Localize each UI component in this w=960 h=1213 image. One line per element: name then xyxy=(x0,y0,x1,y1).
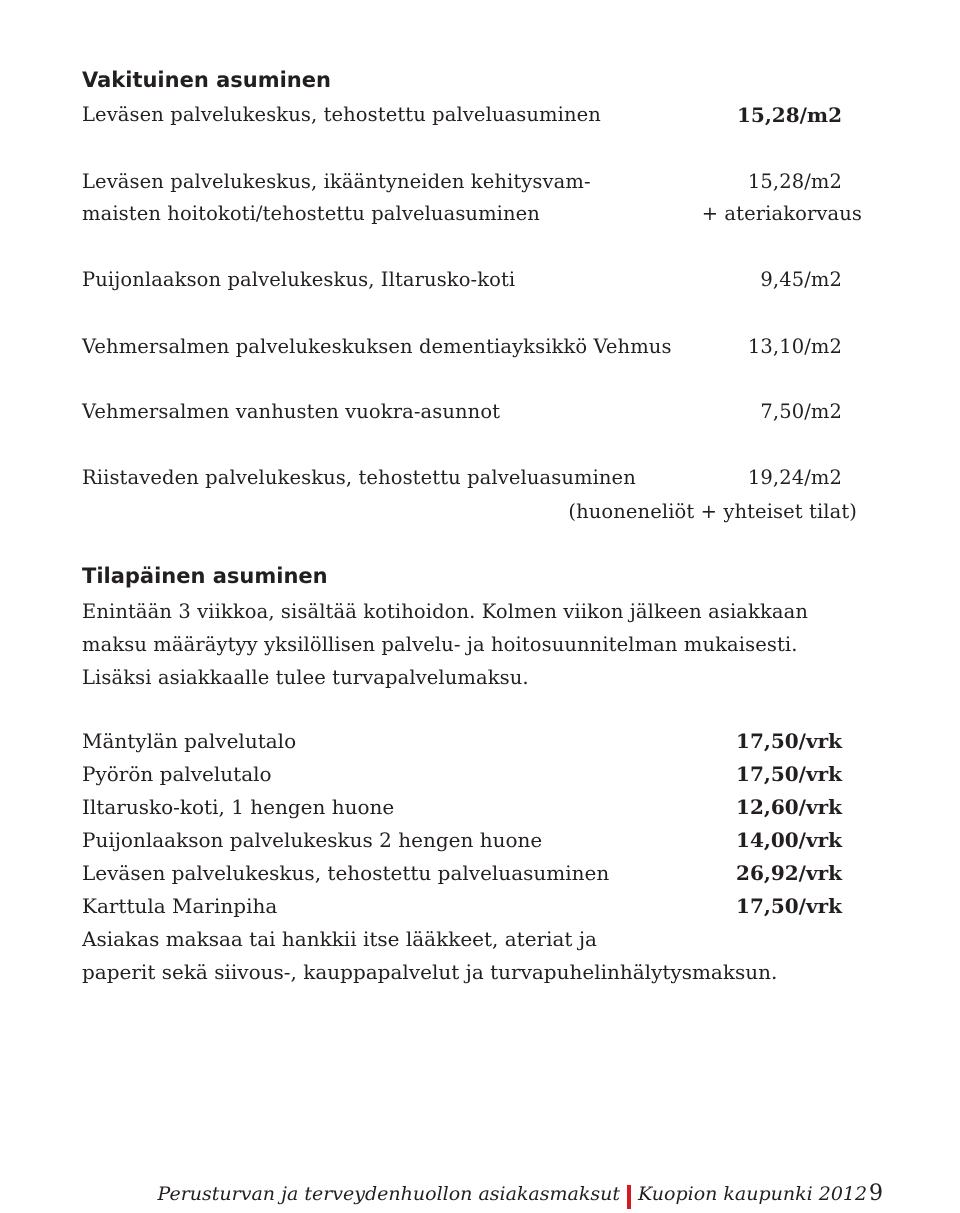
row-price: 14,00/vrk xyxy=(736,828,842,852)
row-price: 17,50/vrk xyxy=(736,762,842,786)
section-heading-tilapainen: Tilapäinen asuminen xyxy=(82,564,328,588)
row-price: 19,24/m2 xyxy=(747,466,842,489)
page-number: 9 xyxy=(869,1181,883,1206)
row-name: Puijonlaakson palvelukeskus, Iltarusko-koti xyxy=(82,268,516,291)
row-name: Iltarusko-koti, 1 hengen huone xyxy=(82,795,395,819)
note-line: paperit sekä siivous-, kauppapalvelut ja turvapuhelinhälytysmaksun. xyxy=(82,960,778,984)
section-heading-vakituinen: Vakituinen asuminen xyxy=(82,68,331,92)
row-price-note: (huoneneliöt + yhteiset tilat) xyxy=(568,500,857,523)
row-name: Riistaveden palvelukeskus, tehostettu palveluasuminen xyxy=(82,466,636,489)
row-name: Vehmersalmen vanhusten vuokra-asunnot xyxy=(82,400,501,423)
row-name-line1: Leväsen palvelukeskus, ikääntyneiden kehitysvam- xyxy=(82,170,591,193)
row-price: 13,10/m2 xyxy=(747,335,842,358)
row-name: Pyörön palvelutalo xyxy=(82,762,272,786)
row-price-note: + ateriakorvaus xyxy=(701,202,862,225)
row-name: Mäntylän palvelutalo xyxy=(82,729,297,753)
row-price: 26,92/vrk xyxy=(736,861,842,885)
intro-line: Lisäksi asiakkaalle tulee turvapalvelumaksu. xyxy=(82,666,529,689)
row-price: 12,60/vrk xyxy=(736,795,842,819)
intro-line: Enintään 3 viikkoa, sisältää kotihoidon. Kolmen viikon jälkeen asiakkaan xyxy=(82,600,808,623)
row-name: Karttula Marinpiha xyxy=(82,894,278,918)
row-price: 9,45/m2 xyxy=(760,268,842,291)
note-line: Asiakas maksaa tai hankkii itse lääkkeet, ateriat ja xyxy=(82,927,597,951)
row-name: Leväsen palvelukeskus, tehostettu palveluasuminen xyxy=(82,861,610,885)
footer-divider xyxy=(627,1185,631,1209)
row-name: Puijonlaakson palvelukeskus 2 hengen huone xyxy=(82,828,543,852)
row-price: 15,28/m2 xyxy=(736,103,842,127)
footer-publication: Perusturvan ja terveydenhuollon asiakasmaksut xyxy=(157,1183,620,1205)
row-name-line2: maisten hoitokoti/tehostettu palveluasuminen xyxy=(82,202,540,225)
row-name: Vehmersalmen palvelukeskuksen dementiayksikkö Vehmus xyxy=(82,335,672,358)
row-price: 7,50/m2 xyxy=(760,400,842,423)
intro-line: maksu määräytyy yksilöllisen palvelu- ja hoitosuunnitelman mukaisesti. xyxy=(82,633,798,656)
row-price: 15,28/m2 xyxy=(747,170,842,193)
row-name: Leväsen palvelukeskus, tehostettu palveluasuminen xyxy=(82,103,601,126)
row-price: 17,50/vrk xyxy=(736,729,842,753)
footer-publisher: Kuopion kaupunki 2012 xyxy=(638,1183,868,1205)
row-price: 17,50/vrk xyxy=(736,894,842,918)
